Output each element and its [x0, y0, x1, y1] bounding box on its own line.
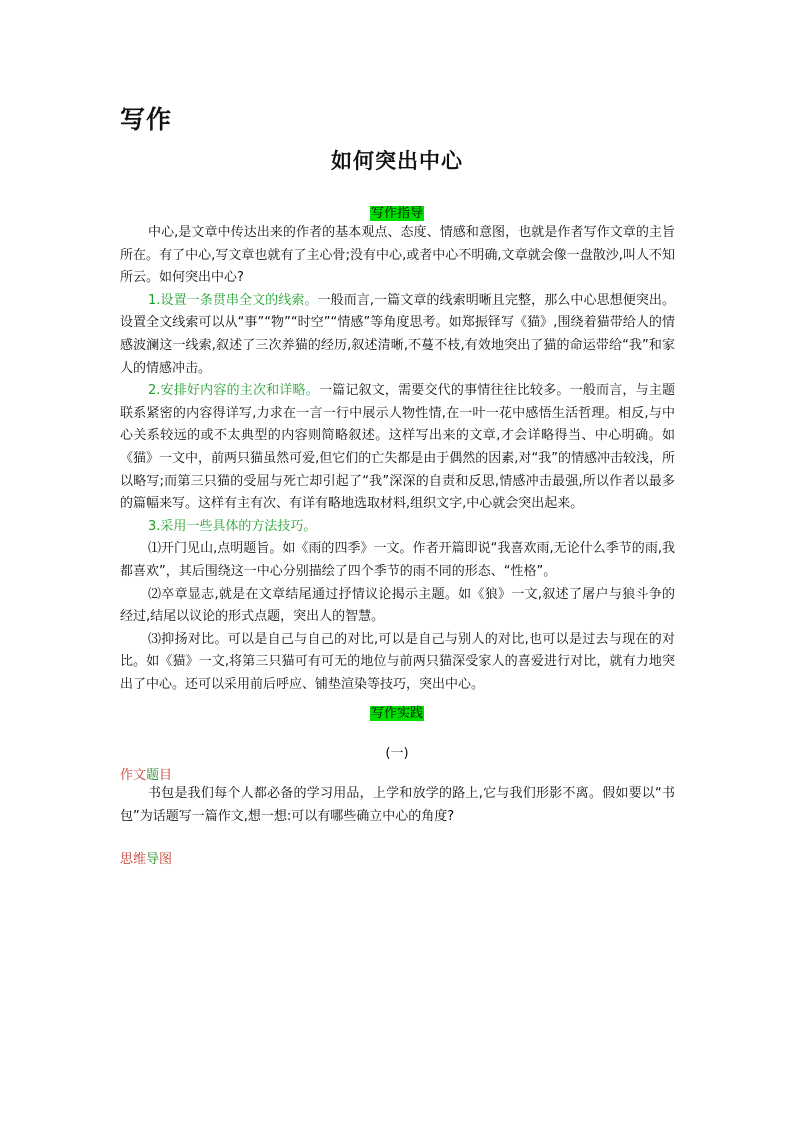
topic-paragraph: 书包是我们每个人都必备的学习用品，上学和放学的路上,它与我们形影不离。假如要以“书包”为话题写一篇作文,想一想:可以有哪些确立中心的角度? [120, 786, 675, 824]
technique-3-paragraph: ⑶抑扬对比。可以是自己与自己的对比,可以是自己与别人的对比,也可以是过去与现在的对比。如《猫》一文,将第三只猫可有可无的地位与前两只猫深受家人的喜爱进行对比，就有力地突出了中心。还可以采用前后呼应、铺垫渲染等技巧，突出中心。 [120, 631, 675, 692]
method-1-text: 一般而言,一篇文章的线索明晰且完整，那么中心思想便突出。设置全文线索可以从“事”“物”“时空”“情感”等角度思考。如郑振铎写《猫》,围绕着猫带给人的情感波澜这一线索,叙述了三次养猫的经历,叙述清晰,不蔓不枝,有效地突出了猫的命运带给“我”和家人的情感冲击。 [120, 292, 675, 376]
method-2-text: 一篇记叙文，需要交代的事情往往比较多。一般而言，与主题联系紧密的内容得详写,力求在一言一行中展示人物性情,在一叶一花中感悟生活哲理。相反,与中心关系较远的或不太典型的内容则简略叙述。这样写出来的文章,才会详略得当、中心明确。如《猫》一文中，前两只猫虽然可爱,但它们的亡失都是由于偶然的因素,对“我”的情感冲击较浅，所以略写;而第三只猫的受屈与死亡却引起了“我”深深的自责和反思,情感冲击最强,所以作者以最多的篇幅来写。这样有主有次、有详有略地选取材料,组织文字,中心就会突出起来。 [120, 383, 675, 512]
mindmap-label-part: 图 [159, 852, 173, 867]
topic-body [120, 783, 675, 828]
method-2-heading: 2.安排好内容的主次和详略。 [148, 383, 319, 399]
mindmap-label-part: 思维 [120, 852, 147, 867]
section-tag-label: 写作指导 [370, 206, 423, 221]
section-tag-label: 写作实践 [370, 706, 423, 721]
lesson-title: 如何突出中心 [331, 148, 463, 173]
section-tag-practice [0, 702, 794, 721]
technique-1-paragraph: ⑴开门见山,点明题旨。如《雨的四季》一文。作者开篇即说“我喜欢雨,无论什么季节的雨,我都喜欢”，其后围绕这一中心分别描绘了四个季节的雨不同的形态、“性格”。 [120, 541, 675, 579]
method-1-paragraph [120, 290, 675, 380]
intro-paragraph: 中心,是文章中传达出来的作者的基本观点、态度、情感和意图，也就是作者写作文章的主旨所在。有了中心,写文章也就有了主心骨;没有中心,或者中心不明确,文章就会像一盘散沙,叫人不知所云。如何突出中心? [120, 225, 675, 286]
method-3-heading: 3.采用一些具体的方法技巧。 [148, 518, 317, 534]
topic-label [120, 764, 172, 783]
technique-2-paragraph: ⑵卒章显志,就是在文章结尾通过抒情议论揭示主题。如《狼》一文,叙述了屠户与狼斗争的经过,结尾以议论的形式点题，突出人的智慧。 [120, 586, 675, 625]
topic-label-part: 目 [159, 768, 173, 783]
topic-label-part: 作文 [120, 768, 147, 783]
mindmap-label [120, 848, 172, 867]
method-2-paragraph [120, 380, 675, 516]
mindmap-label-part: 导 [146, 852, 160, 867]
topic-label-part: 题 [146, 768, 160, 783]
guidance-body [120, 222, 675, 696]
page-title: 写作 [120, 105, 173, 134]
exercise-number: (一) [385, 746, 409, 761]
method-3-paragraph [120, 516, 675, 539]
section-tag-guidance [0, 202, 794, 221]
method-1-heading: 1.设置一条贯串全文的线索。 [148, 292, 318, 308]
